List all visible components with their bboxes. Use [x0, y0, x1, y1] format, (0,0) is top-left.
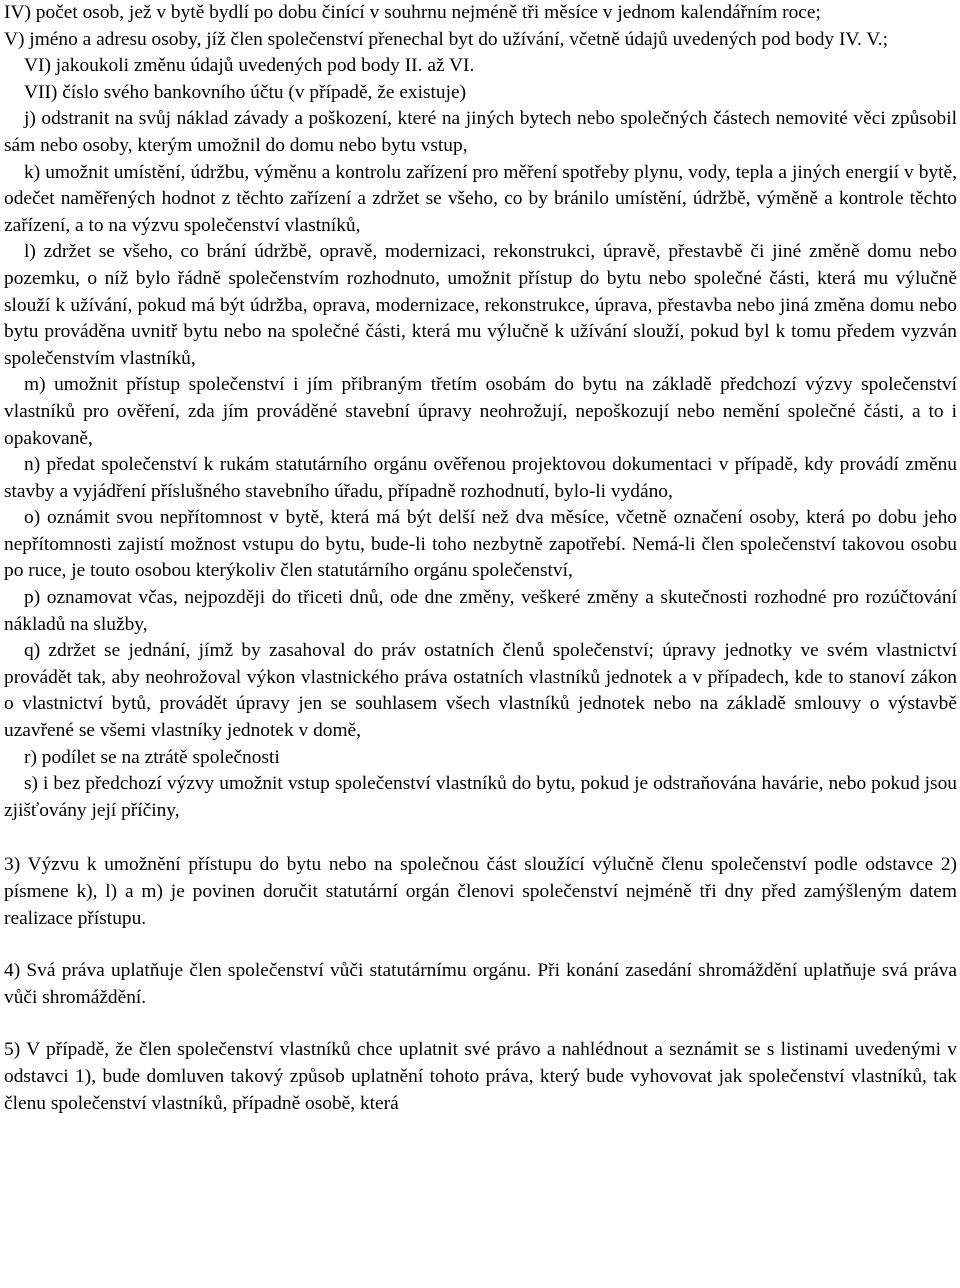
item-r: r) podílet se na ztrátě společnosti: [24, 746, 280, 768]
item-q: q) zdržet se jednání, jímž by zasahoval do práv ostatních členů společenství; úpravy jednotky ve svém vlastnictví provádět tak, aby neohrožoval výkon vlastnického práva ostatních vlastníků jednotek a v případech, kde to stanoví zákon o vlastnictví bytů, provádět úpravy jen se souhlasem všech vlastníků jednotek nebo na základě smlouvy o výstavbě uzavřené se všemi vlastníky jednotek v domě,: [4, 640, 957, 742]
item-p: p) oznamovat včas, nejpozději do třiceti dnů, ode dne změny, veškeré změny a skutečnosti rozhodné pro rozúčtování nákladů na služby,: [4, 587, 957, 635]
item-s: s) i bez předchozí výzvy umožnit vstup společenství vlastníků do bytu, pokud je odstraňována havárie, nebo pokud jsou zjišťovány její příčiny,: [4, 773, 957, 821]
section-3-paragraph: 3) Výzvu k umožnění přístupu do bytu nebo na společnou část sloužící výlučně členu společenství podle odstavce 2) písmene k), l) a m) je povinen doručit statutární orgán členovi společenství nejméně tři dny před zamýšleným datem realizace přístupu.: [4, 854, 957, 929]
paragraph-spacer: [4, 1011, 957, 1037]
item-j: j) odstranit na svůj náklad závady a poškození, které na jiných bytech nebo společných částech nemovité věci způsobil sám nebo osoby, kterým umožnil do domu nebo bytu vstup,: [4, 108, 957, 156]
item-l: l) zdržet se všeho, co brání údržbě, opravě, modernizaci, rekonstrukci, úpravě, přestavbě či jiné změně domu nebo pozemku, o níž bylo řádně společenstvím rozhodnuto, umožnit přístup do bytu nebo společné části, která mu výlučně slouží k užívání, pokud má být údržba, oprava, modernizace, rekonstrukce, úprava, přestavba nebo jiná změna domu nebo bytu prováděna uvnitř bytu nebo na společné části, která mu výlučně k užívání slouží, pokud byl k tomu předem vyzván společenstvím vlastníků,: [4, 241, 957, 369]
document-page: [4, 0, 957, 1117]
section-5-paragraph: 5) V případě, že člen společenství vlastníků chce uplatnit své právo a nahlédnout a seznámit se s listinami uvedenými v odstavci 1), bude domluven takový způsob uplatnění tohoto práva, který bude vyhovovat jak společenství vlastníků, tak členu společenství vlastníků, případně osobě, která: [4, 1039, 957, 1114]
item-m: m) umožnit přístup společenství i jím přibraným třetím osobám do bytu na základě předchozí výzvy společenství vlastníků pro ověření, zda jím prováděné stavební úpravy neohrožují, nepoškozují nebo nemění společné části, a to i opakovaně,: [4, 374, 957, 449]
item-o: o) oznámit svou nepřítomnost v bytě, která má být delší než dva měsíce, včetně označení osoby, která po dobu jeho nepřítomnosti zajistí možnost vstupu do bytu, bude-li toho nezbytně zapotřebí. Nemá-li člen společenství takovou osobu po ruce, je touto osobou kterýkoliv člen statutárního orgánu společenství,: [4, 507, 957, 582]
item-v: V) jméno a adresu osoby, jíž člen společenství přenechal byt do užívání, včetně údajů uvedených pod body IV. V.;: [4, 28, 889, 50]
item-iv: IV) počet osob, jež v bytě bydlí po dobu činící v souhrnu nejméně tři měsíce v jednom kalendářním roce;: [4, 2, 821, 23]
item-n: n) předat společenství k rukám statutárního orgánu ověřenou projektovou dokumentaci v případě, kdy provádí změnu stavby a vyjádření příslušného stavebního úřadu, případně rozhodnutí, bylo-li vydáno,: [4, 454, 957, 502]
paragraph-spacer: [4, 824, 957, 852]
item-vii: VII) číslo svého bankovního účtu (v případě, že existuje): [24, 81, 467, 103]
item-k: k) umožnit umístění, údržbu, výměnu a kontrolu zařízení pro měření spotřeby plynu, vody, tepla a jiných energií v bytě, odečet naměřených hodnot z těchto zařízení a zdržet se všeho, co by bránilo umístění, údržbě, výměně a kontrole těchto zařízení, a to na výzvu společenství vlastníků,: [4, 161, 957, 236]
section-4-paragraph: 4) Svá práva uplatňuje člen společenství vůči statutárnímu orgánu. Při konání zasedání shromáždění uplatňuje svá práva vůči shromáždění.: [4, 960, 957, 1008]
item-vi: VI) jakoukoli změnu údajů uvedených pod body II. až VI.: [24, 55, 475, 77]
paragraph-spacer: [4, 932, 957, 958]
